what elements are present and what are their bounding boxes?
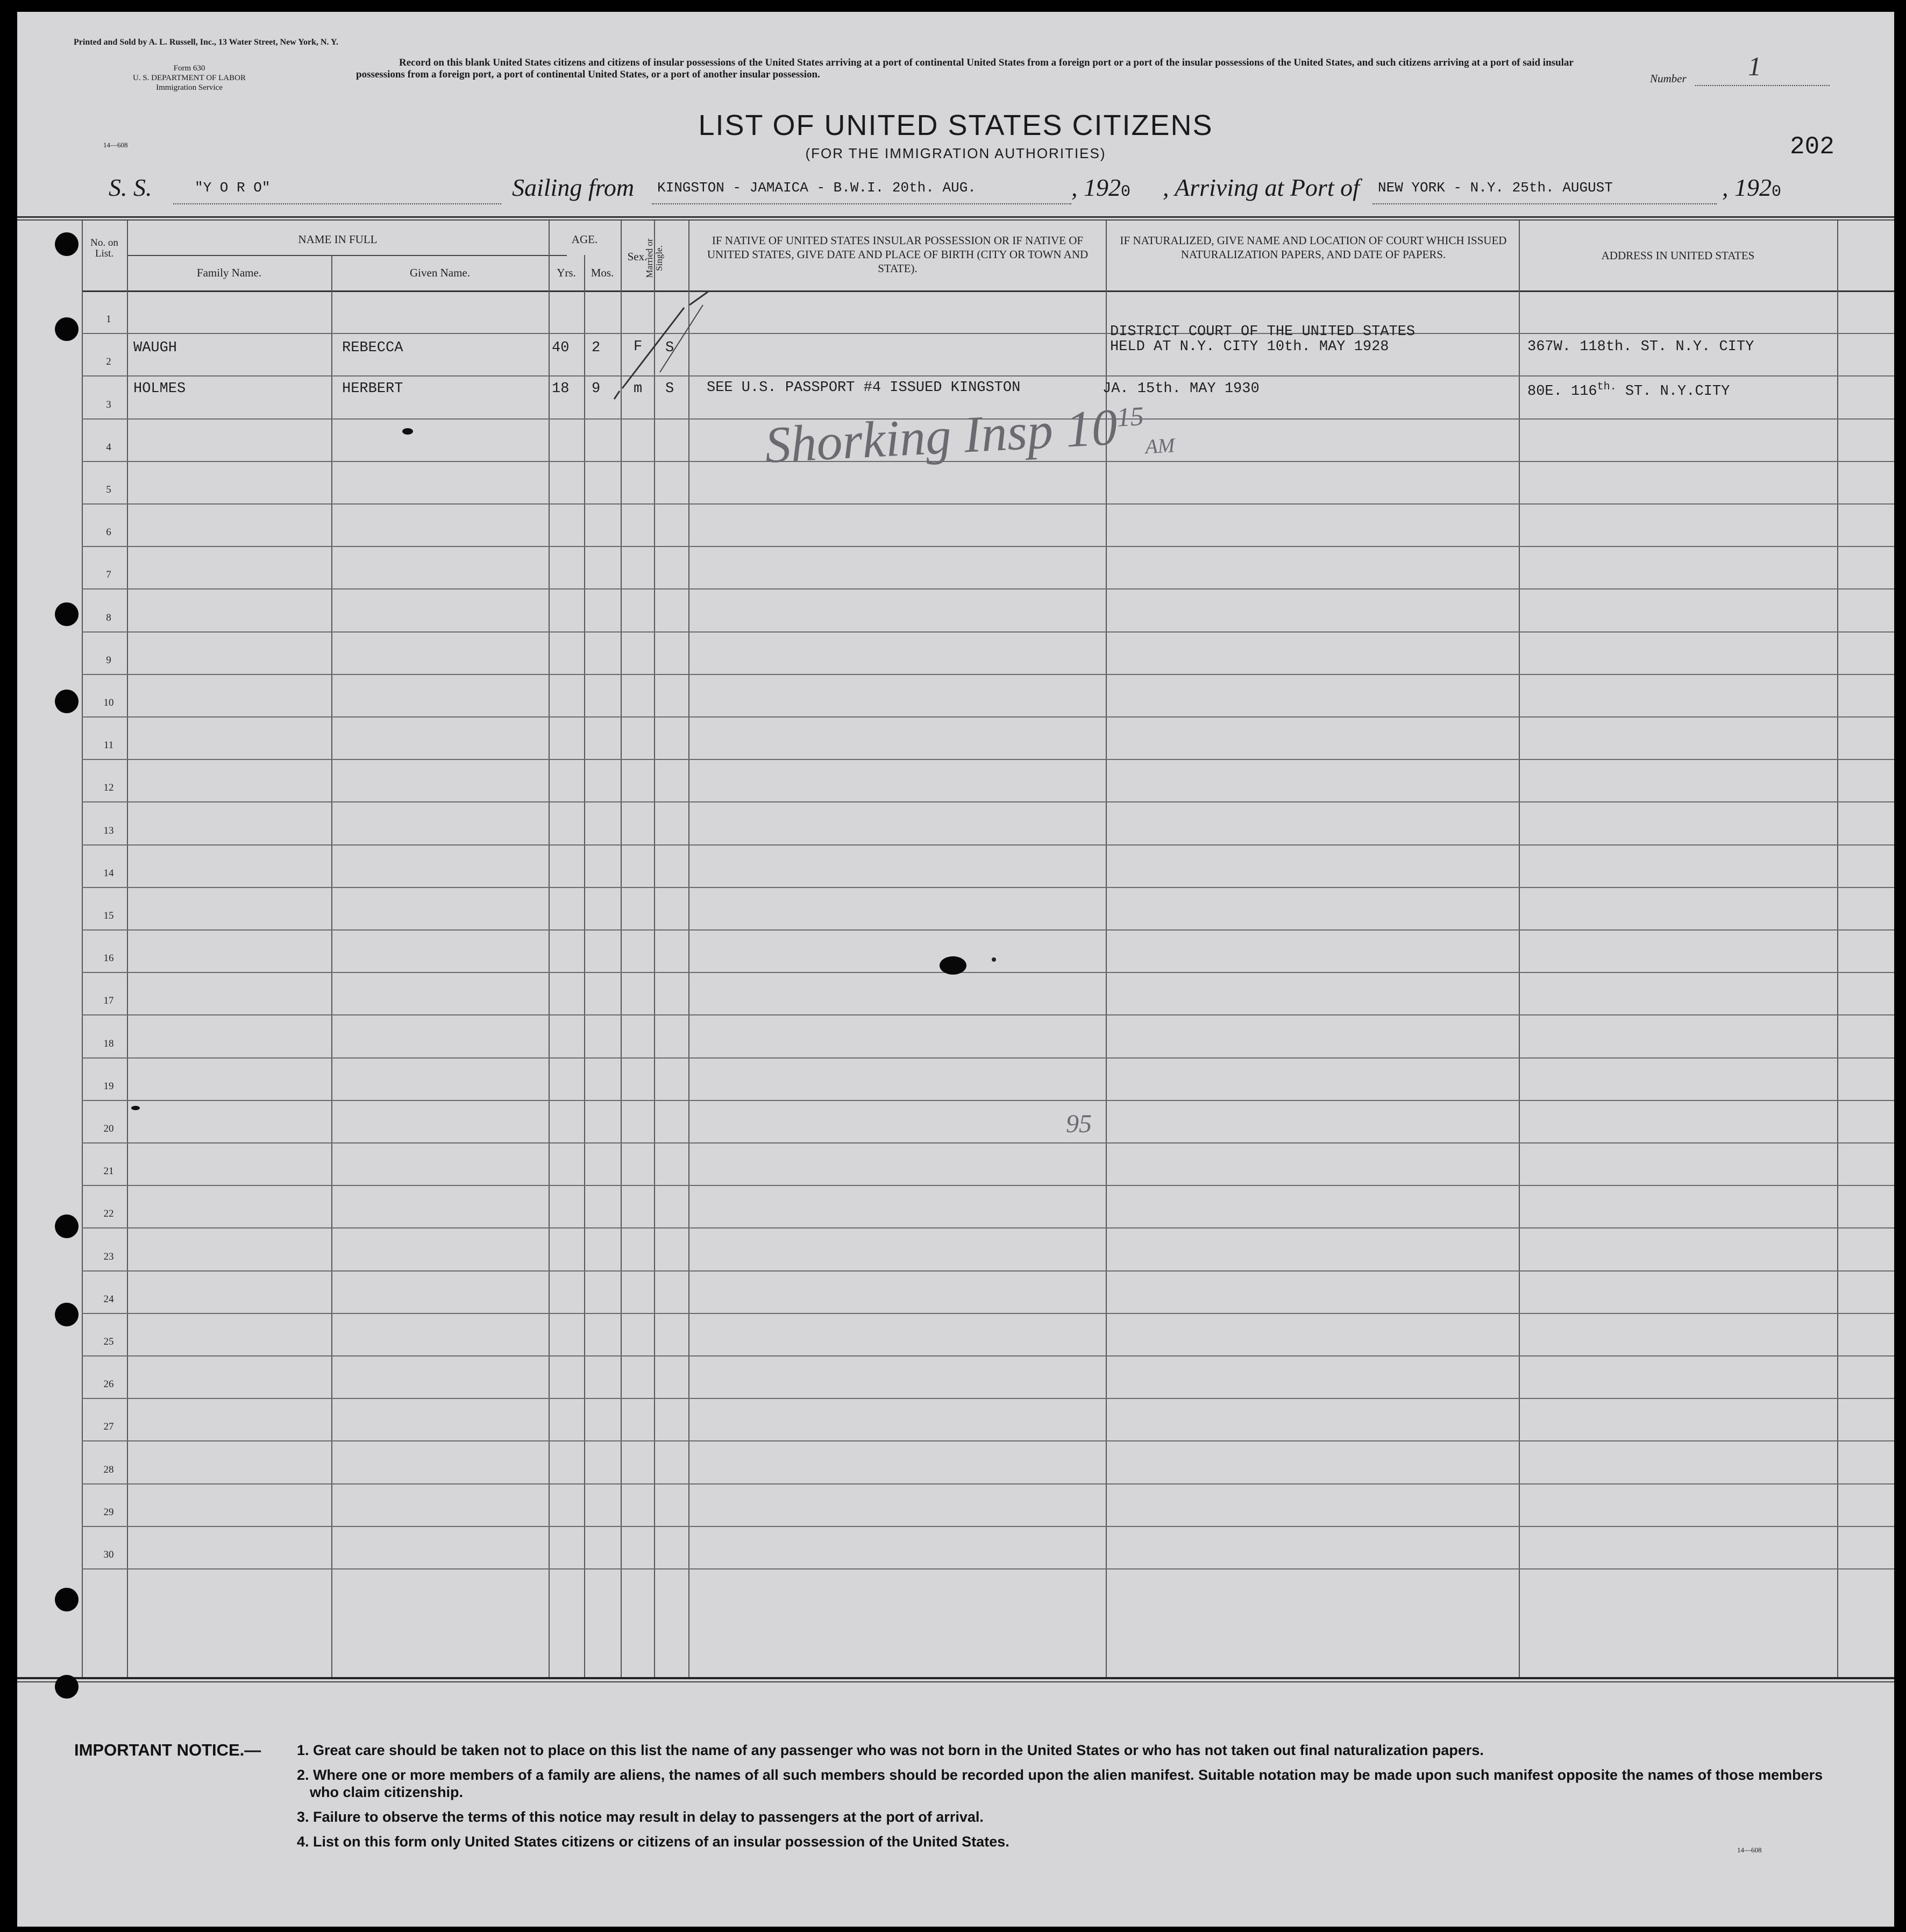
header-no: No. on List. [90,237,118,259]
row-line [82,1270,1894,1272]
page-title: LIST OF UNITED STATES CITIZENS [698,109,1213,141]
punch-hole [55,1675,79,1699]
row-number: 3 [106,399,111,410]
header-naturalized: IF NATURALIZED, GIVE NAME AND LOCATION OF COURT WHICH ISSUED NATURALIZATION PAPERS, AND DATE OF PAPERS. [1120,234,1507,261]
row-line [82,1057,1894,1059]
row-number: 7 [106,569,111,581]
form-code-bottom: 14—608 [1737,1846,1762,1854]
naturalization-court: DISTRICT COURT OF THE UNITED STATES [1110,324,1416,340]
notice-item-2: 2. Where one or more members of a family are aliens, the names of all such members should be recorded upon the alien manifest. Suitable notation may be made upon such manifest opposite the names of those members who claim citizenship. [297,1767,1823,1800]
row-number: 16 [103,953,114,964]
manifest-sheet [17,12,1894,1927]
row-number: 30 [103,1549,114,1560]
row-number: 9 [106,654,111,666]
row-line [82,1227,1894,1228]
family-name: HOLMES [133,381,186,397]
row-line [82,1014,1894,1015]
row-number: 26 [103,1379,114,1390]
marital-status: S [665,381,674,397]
ss-label: S. S. [109,174,152,201]
header-given-name: Given Name. [410,266,470,279]
row-number: 12 [103,782,114,794]
arriving-port-value: NEW YORK - N.Y. 25th. AUGUST [1378,180,1613,196]
header-age: AGE. [571,233,598,246]
sailing-year: , 1920 [1071,174,1131,201]
row-number: 22 [103,1208,114,1220]
punch-hole [55,1588,79,1611]
punch-hole [55,232,79,256]
row-line [82,929,1894,931]
punch-hole [55,1214,79,1238]
tick-mark-icon [609,292,738,410]
row-number: 14 [103,867,114,879]
table-bottom-border [17,1677,1894,1679]
row-line [82,801,1894,802]
row-line [82,1440,1894,1441]
row-number: 18 [103,1038,114,1049]
row-number: 23 [103,1251,114,1262]
row-line [82,375,1894,377]
naturalization-date: JA. 15th. MAY 1930 [1103,381,1260,397]
row-number: 6 [106,527,111,538]
punch-hole [55,1303,79,1326]
row-line [82,844,1894,846]
notice-item-4: 4. List on this form only United States citizens or citizens of an insular possession of the United States. [297,1834,1009,1850]
header-address: ADDRESS IN UNITED STATES [1601,249,1755,262]
punch-hole [55,602,79,626]
sex: m [634,381,643,397]
department: U. S. DEPARTMENT OF LABOR [133,74,246,82]
table-top-border [17,216,1894,218]
row-line [82,1313,1894,1314]
sailing-label: Sailing from [512,174,635,201]
row-line [82,972,1894,973]
row-number: 25 [103,1336,114,1347]
arriving-label: , Arriving at Port of [1163,174,1360,201]
row-number: 19 [103,1080,114,1092]
given-name: REBECCA [342,340,403,356]
row-number: 15 [103,910,114,921]
punch-hole [55,317,79,341]
naturalization-date: HELD AT N.Y. CITY 10th. MAY 1928 [1110,339,1389,355]
given-name: HERBERT [342,381,403,397]
header-mos: Mos. [591,266,614,279]
row-number: 5 [106,484,111,495]
instructions: Record on this blank United States citizens and citizens of insular possessions of the United States arriving at a port of continental United States from a foreign port or a port of the insular possessions of the United States, and such citizens arriving at a port of said insular possessions from a foreign port, a port of continental United States, or a port of another insular possession. [356,57,1574,80]
row-number: 21 [103,1166,114,1177]
handwritten-mark: 95 [1066,1110,1092,1138]
row-line [82,503,1894,505]
header-native-birth: IF NATIVE OF UNITED STATES INSULAR POSSESSION OR IF NATIVE OF UNITED STATES, GIVE DATE AND PLACE OF BIRTH (CITY OR TOWN AND STATE). [707,234,1089,275]
birth-info: SEE U.S. PASSPORT #4 ISSUED KINGSTON [707,380,1021,396]
row-number: 8 [106,612,111,623]
row-line [82,1355,1894,1356]
sailing-from-value: KINGSTON - JAMAICA - B.W.I. 20th. AUG. [657,180,976,196]
header-name-full: NAME IN FULL [298,233,378,246]
row-line [82,333,1894,334]
row-number: 17 [103,995,114,1007]
row-number: 10 [103,697,114,708]
age-months: 2 [592,340,601,356]
row-number: 27 [103,1421,114,1433]
number-label: Number [1650,72,1687,85]
page-stamp: 202 [1790,133,1834,161]
row-line [82,546,1894,547]
marital-status: S [665,340,674,356]
header-yrs: Yrs. [557,266,576,279]
row-line [82,588,1894,589]
row-line [82,1142,1894,1143]
service: Immigration Service [156,83,223,92]
row-line [82,631,1894,633]
age-years: 40 [552,340,570,356]
address: 367W. 118th. ST. N.Y. CITY [1527,339,1754,355]
row-line [82,1100,1894,1101]
age-months: 9 [592,381,601,397]
ink-speck [402,428,413,435]
header-married-single: Married or Single. [644,238,664,278]
row-line [82,1185,1894,1186]
row-number: 20 [103,1123,114,1134]
row-number: 2 [106,356,111,368]
header-sex: Sex. [627,250,648,263]
ship-name: "Y O R O" [195,180,271,196]
row-number: 13 [103,825,114,836]
age-years: 18 [552,381,570,397]
notice-item-3: 3. Failure to observe the terms of this notice may result in delay to passengers at the port of arrival. [297,1809,984,1825]
row-line [82,1398,1894,1399]
row-line [82,674,1894,675]
row-number: 24 [103,1293,114,1305]
row-number: 11 [103,740,114,751]
punch-hole [55,690,79,713]
row-line [82,1526,1894,1527]
notice-heading: IMPORTANT NOTICE.— [74,1741,261,1759]
family-name: WAUGH [133,340,177,356]
inspector-note: Shorking Insp $10^{15}_{AM}$ [763,397,1176,474]
ink-blot [940,956,966,975]
page-subtitle: (FOR THE IMMIGRATION AUTHORITIES) [805,145,1106,161]
printer-line: Printed and Sold by A. L. Russell, Inc., 13 Water Street, New York, N. Y. [74,38,339,47]
row-number: 4 [106,441,111,453]
form-number: Form 630 [173,64,205,73]
row-number: 29 [103,1506,114,1518]
row-number: 1 [106,314,111,325]
row-line [82,1568,1894,1569]
row-line [82,716,1894,718]
sex: F [634,339,643,355]
address: 80E. $116^{th.}$ ST. N.Y.CITY [1527,381,1730,400]
row-line [82,759,1894,760]
number-line [1695,85,1830,86]
form-info [109,63,270,93]
header-family-name: Family Name. [196,266,262,279]
row-line [82,887,1894,888]
row-number: 28 [103,1464,114,1475]
notice-item-1: 1. Great care should be taken not to place on this list the name of any passenger who was not born in the United States or who has not taken out final naturalization papers. [297,1742,1484,1758]
number-value: 1 [1748,51,1761,81]
row-line [82,1483,1894,1484]
form-code-top: 14—608 [103,141,128,149]
arriving-year: , 1920 [1722,174,1782,201]
